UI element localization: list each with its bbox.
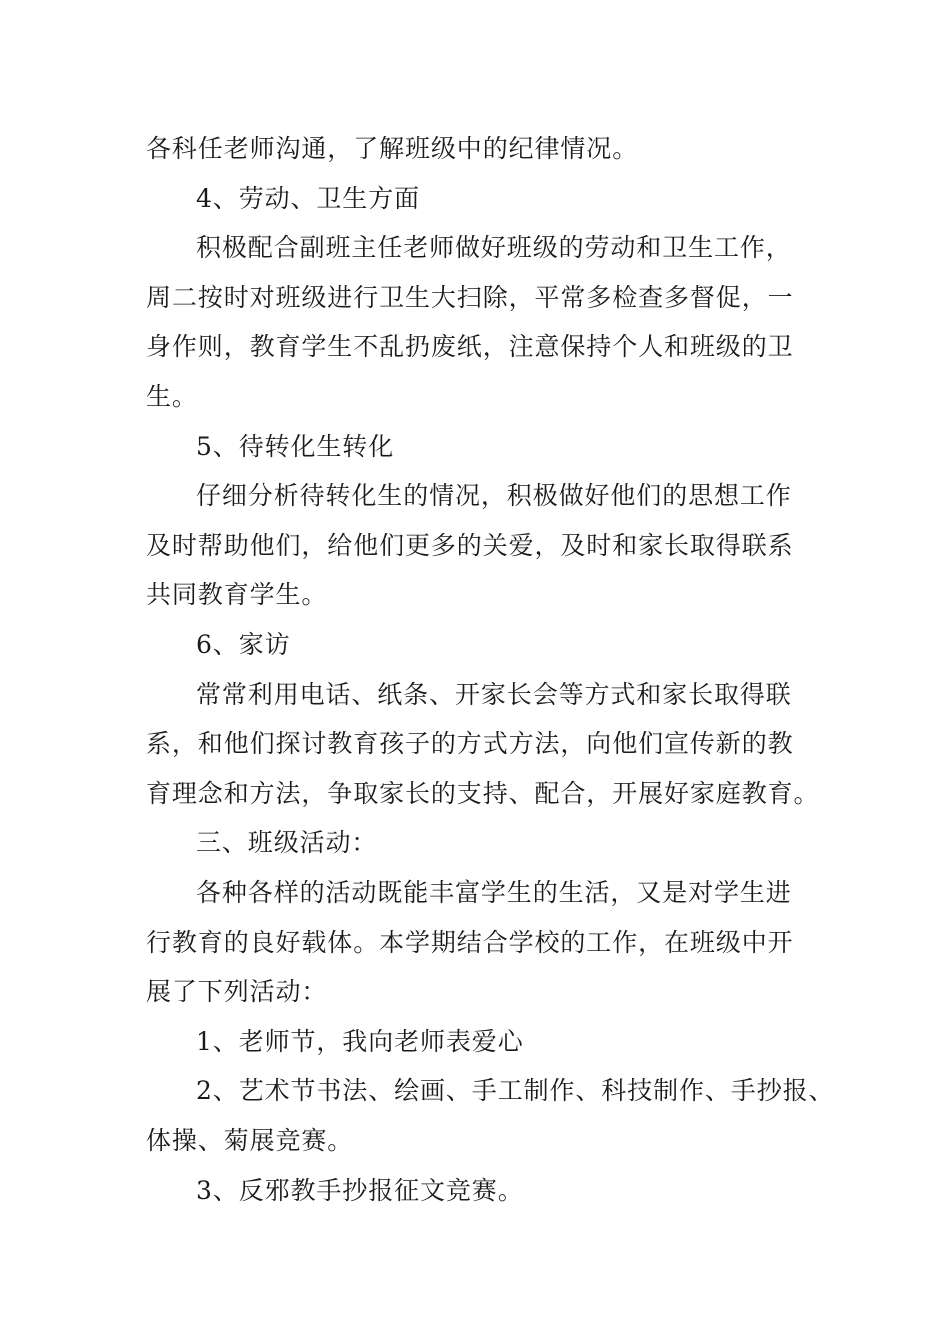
text-line: 及时帮助他们，给他们更多的关爱，及时和家长取得联系 (146, 531, 794, 560)
text-line: 周二按时对班级进行卫生大扫除，平常多检查多督促，一 (146, 283, 794, 312)
list-item: 1、老师节，我向老师表爱心 (196, 1027, 524, 1056)
list-item: 3、反邪教手抄报征文竞赛。 (196, 1176, 524, 1205)
text-line: 行教育的良好载体。本学期结合学校的工作，在班级中开 (146, 928, 794, 957)
text-line: 身作则，教育学生不乱扔废纸，注意保持个人和班级的卫 (146, 332, 794, 361)
list-item: 2、艺术节书法、绘画、手工制作、科技制作、手抄报、 (196, 1076, 835, 1105)
section-heading: 5、待转化生转化 (196, 432, 395, 461)
text-line: 各科任老师沟通，了解班级中的纪律情况。 (146, 134, 639, 163)
text-line: 常常利用电话、纸条、开家长会等方式和家长取得联 (196, 680, 792, 709)
section-heading: 6、家访 (196, 630, 291, 659)
text-line: 仔细分析待转化生的情况，积极做好他们的思想工作 (196, 481, 792, 510)
section-heading: 4、劳动、卫生方面 (196, 184, 421, 213)
text-line: 系，和他们探讨教育孩子的方式方法，向他们宣传新的教 (146, 729, 794, 758)
section-heading: 三、班级活动： (196, 828, 378, 857)
text-line: 积极配合副班主任老师做好班级的劳动和卫生工作， (196, 233, 792, 262)
text-line: 育理念和方法，争取家长的支持、配合，开展好家庭教育。 (146, 779, 820, 808)
text-line: 体操、菊展竞赛。 (146, 1126, 354, 1155)
text-line: 各种各样的活动既能丰富学生的生活，又是对学生进 (196, 878, 792, 907)
text-line: 生。 (146, 382, 198, 411)
text-line: 共同教育学生。 (146, 580, 328, 609)
text-line: 展了下列活动： (146, 977, 328, 1006)
